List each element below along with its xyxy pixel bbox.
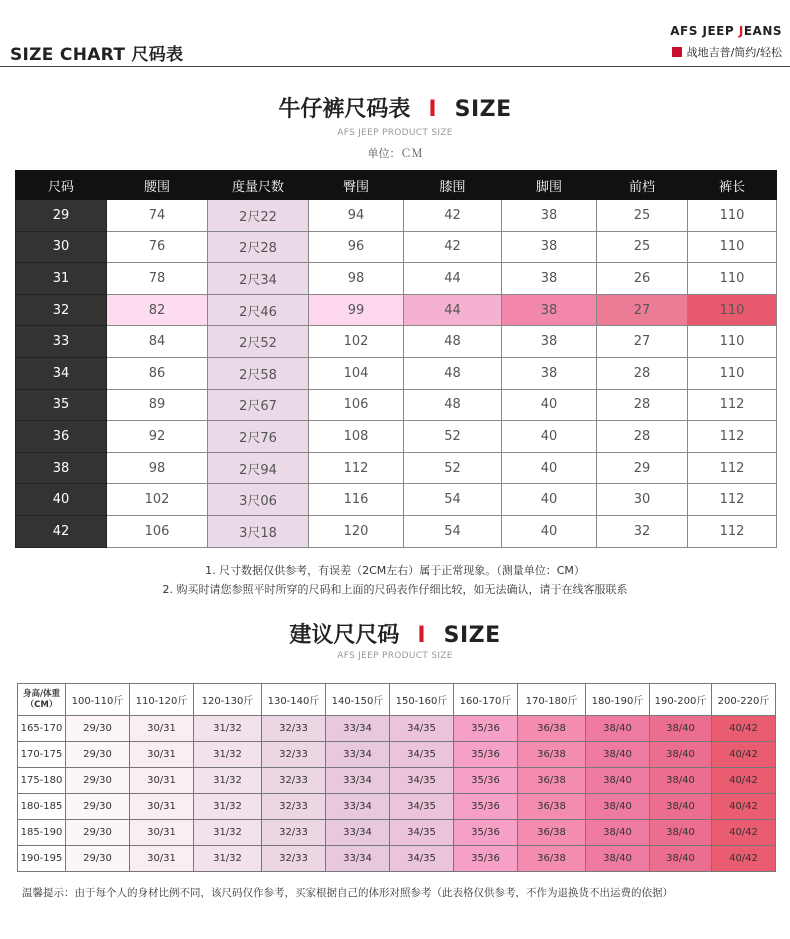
footer-tip: 温馨提示：由于每个人的身材比例不同，该尺码仅作参考，买家根据自己的体形对照参考（此表格仅供参考，不作为退换货不出运费的依据） (22, 887, 673, 899)
table-cell: 44 (404, 263, 502, 295)
section1-unit: 单位：ＣＭ (367, 147, 423, 160)
size-cell: 36/38 (518, 794, 586, 820)
table-cell: 40 (502, 515, 597, 547)
table-row (16, 231, 777, 263)
table-row (18, 768, 776, 794)
size-cell: 32/33 (262, 820, 326, 846)
size-cell: 32 (16, 294, 107, 326)
table-header-row (18, 684, 776, 716)
height-cell: 180-185 (18, 794, 66, 820)
table-row (16, 452, 777, 484)
size-cell: 40/42 (712, 742, 776, 768)
size-cell: 38/40 (650, 794, 712, 820)
size-cell: 35/36 (454, 794, 518, 820)
table-cell: 120 (309, 515, 404, 547)
corner-unit: （CM） (25, 699, 58, 710)
size-cell: 33/34 (326, 820, 390, 846)
size-cell: 35/36 (454, 716, 518, 742)
table-cell: 38 (502, 231, 597, 263)
table-cell: 26 (597, 263, 688, 295)
size-cell: 30/31 (130, 820, 194, 846)
table-cell: 38 (502, 294, 597, 326)
size-cell: 36/38 (518, 820, 586, 846)
table-cell: 54 (404, 515, 502, 547)
size-cell: 42 (16, 515, 107, 547)
size-cell: 34/35 (390, 820, 454, 846)
brand-prefix: AFS JEEP (670, 24, 739, 38)
column-header: 裤长 (688, 171, 777, 200)
note-2: 2. 购买时请您参照平时所穿的尺码和上面的尺码表作仔细比较，如无法确认，请于在线客服联系 (162, 583, 628, 596)
jeans-size-table (15, 170, 777, 548)
height-cell: 190-195 (18, 846, 66, 872)
size-cell: 38/40 (586, 794, 650, 820)
table-row (16, 421, 777, 453)
size-cell: 34 (16, 357, 107, 389)
brand-suffix: EANS (743, 24, 782, 38)
section2-heading (0, 618, 790, 649)
size-cell: 31/32 (194, 768, 262, 794)
size-cell: 38/40 (586, 846, 650, 872)
size-cell: 34/35 (390, 794, 454, 820)
table-cell: 2尺34 (208, 263, 309, 295)
table-cell: 40 (502, 484, 597, 516)
table-cell: 112 (688, 515, 777, 547)
table-cell: 28 (597, 389, 688, 421)
size-cell: 31/32 (194, 820, 262, 846)
note-1: 1. 尺寸数据仅供参考，有误差（2CM左右）属于正常现象。（测量单位：CM） (205, 564, 585, 577)
table-row (18, 742, 776, 768)
table-cell: 94 (309, 200, 404, 232)
size-cell: 38/40 (586, 716, 650, 742)
table-cell: 28 (597, 357, 688, 389)
size-cell: 32/33 (262, 768, 326, 794)
table-row (16, 200, 777, 232)
size-cell: 38/40 (586, 768, 650, 794)
table-cell: 44 (404, 294, 502, 326)
column-header: 膝围 (404, 171, 502, 200)
size-cell: 35/36 (454, 820, 518, 846)
table-row (16, 515, 777, 547)
table-cell: 98 (309, 263, 404, 295)
table-cell: 52 (404, 421, 502, 453)
table-cell: 104 (309, 357, 404, 389)
table-cell: 74 (107, 200, 208, 232)
column-header: 度量尺数 (208, 171, 309, 200)
table-cell: 32 (597, 515, 688, 547)
column-header: 前档 (597, 171, 688, 200)
size-cell: 32/33 (262, 742, 326, 768)
weight-header: 160-170斤 (454, 684, 518, 716)
size-cell: 36/38 (518, 768, 586, 794)
weight-header: 120-130斤 (194, 684, 262, 716)
size-cell: 33/34 (326, 716, 390, 742)
size-cell: 38/40 (586, 742, 650, 768)
table-cell: 2尺46 (208, 294, 309, 326)
size-cell: 29 (16, 200, 107, 232)
weight-header: 180-190斤 (586, 684, 650, 716)
size-cell: 36 (16, 421, 107, 453)
table-cell: 92 (107, 421, 208, 453)
size-cell: 38/40 (586, 820, 650, 846)
column-header: 脚围 (502, 171, 597, 200)
header-divider (0, 66, 790, 67)
size-cell: 33/34 (326, 742, 390, 768)
size-cell: 30 (16, 231, 107, 263)
table-cell: 48 (404, 326, 502, 358)
size-cell: 35 (16, 389, 107, 421)
table-cell: 28 (597, 421, 688, 453)
size-cell: 40/42 (712, 768, 776, 794)
corner-header (18, 684, 66, 716)
size-cell: 32/33 (262, 846, 326, 872)
table-cell: 112 (688, 452, 777, 484)
weight-header: 100-110斤 (66, 684, 130, 716)
table-row (18, 716, 776, 742)
table-cell: 42 (404, 231, 502, 263)
table-row (18, 846, 776, 872)
table-cell: 84 (107, 326, 208, 358)
table-cell: 25 (597, 231, 688, 263)
weight-header: 130-140斤 (262, 684, 326, 716)
weight-header: 150-160斤 (390, 684, 454, 716)
size-cell: 36/38 (518, 716, 586, 742)
table-cell: 2尺58 (208, 357, 309, 389)
section1-divider: I (428, 97, 437, 122)
size-cell: 38/40 (650, 820, 712, 846)
size-cell: 31/32 (194, 716, 262, 742)
table-cell: 106 (309, 389, 404, 421)
table-row (16, 389, 777, 421)
size-cell: 40/42 (712, 716, 776, 742)
height-cell: 185-190 (18, 820, 66, 846)
size-cell: 35/36 (454, 742, 518, 768)
tagline-text: 战地吉普/简约/轻松 (686, 46, 782, 59)
size-cell: 38/40 (650, 716, 712, 742)
size-cell: 38/40 (650, 768, 712, 794)
table-row (18, 794, 776, 820)
size-cell: 31/32 (194, 846, 262, 872)
height-cell: 165-170 (18, 716, 66, 742)
size-cell: 32/33 (262, 794, 326, 820)
table-cell: 86 (107, 357, 208, 389)
size-cell: 30/31 (130, 794, 194, 820)
table-cell: 110 (688, 231, 777, 263)
size-cell: 36/38 (518, 846, 586, 872)
page-title: SIZE CHART 尺码表 (10, 45, 184, 65)
table-header-row (16, 171, 777, 200)
size-cell: 33/34 (326, 794, 390, 820)
column-header: 臀围 (309, 171, 404, 200)
size-cell: 29/30 (66, 846, 130, 872)
size-cell: 30/31 (130, 716, 194, 742)
table-cell: 2尺52 (208, 326, 309, 358)
size-cell: 29/30 (66, 716, 130, 742)
table-cell: 116 (309, 484, 404, 516)
table-cell: 112 (688, 389, 777, 421)
table-cell: 25 (597, 200, 688, 232)
table-cell: 110 (688, 263, 777, 295)
table-cell: 102 (107, 484, 208, 516)
table-cell: 38 (502, 263, 597, 295)
table-cell: 52 (404, 452, 502, 484)
size-cell: 29/30 (66, 794, 130, 820)
table-cell: 110 (688, 326, 777, 358)
size-cell: 38/40 (650, 742, 712, 768)
corner-label: 身高/体重 (22, 688, 61, 699)
size-cell: 40/42 (712, 820, 776, 846)
size-cell: 35/36 (454, 846, 518, 872)
size-cell: 30/31 (130, 742, 194, 768)
table-cell: 89 (107, 389, 208, 421)
size-cell: 40 (16, 484, 107, 516)
table-cell: 78 (107, 263, 208, 295)
table-cell: 102 (309, 326, 404, 358)
size-cell: 29/30 (66, 742, 130, 768)
table-row (16, 484, 777, 516)
size-cell: 40/42 (712, 794, 776, 820)
size-cell: 35/36 (454, 768, 518, 794)
size-cell: 30/31 (130, 846, 194, 872)
size-cell: 33/34 (326, 768, 390, 794)
table-cell: 110 (688, 294, 777, 326)
table-cell: 38 (502, 357, 597, 389)
weight-header: 190-200斤 (650, 684, 712, 716)
table-cell: 48 (404, 357, 502, 389)
table-row (16, 294, 777, 326)
section2-title-cn: 建议尺尺码 (289, 623, 400, 648)
table-cell: 108 (309, 421, 404, 453)
table-cell: 110 (688, 200, 777, 232)
table-row (18, 820, 776, 846)
table-cell: 40 (502, 389, 597, 421)
table-cell: 40 (502, 421, 597, 453)
table-cell: 2尺94 (208, 452, 309, 484)
table-cell: 40 (502, 452, 597, 484)
table-cell: 29 (597, 452, 688, 484)
weight-header: 200-220斤 (712, 684, 776, 716)
table-cell: 112 (309, 452, 404, 484)
size-cell: 38/40 (650, 846, 712, 872)
size-cell: 38 (16, 452, 107, 484)
table-cell: 30 (597, 484, 688, 516)
size-cell: 31 (16, 263, 107, 295)
brand-tagline (672, 44, 782, 60)
table-cell: 76 (107, 231, 208, 263)
size-cell: 33/34 (326, 846, 390, 872)
height-cell: 170-175 (18, 742, 66, 768)
weight-header: 170-180斤 (518, 684, 586, 716)
table-cell: 3尺18 (208, 515, 309, 547)
brand-logo (670, 24, 782, 38)
table-cell: 112 (688, 484, 777, 516)
table-cell: 27 (597, 326, 688, 358)
size-cell: 29/30 (66, 820, 130, 846)
table-cell: 98 (107, 452, 208, 484)
table-cell: 2尺22 (208, 200, 309, 232)
size-cell: 33 (16, 326, 107, 358)
section1-title-en: SIZE (454, 97, 512, 122)
section1-heading (0, 92, 790, 123)
section1-subtitle: AFS JEEP PRODUCT SIZE (337, 128, 453, 138)
size-cell: 34/35 (390, 768, 454, 794)
size-cell: 31/32 (194, 794, 262, 820)
size-cell: 30/31 (130, 768, 194, 794)
table-cell: 38 (502, 200, 597, 232)
table-row (16, 357, 777, 389)
table-cell: 82 (107, 294, 208, 326)
size-cell: 31/32 (194, 742, 262, 768)
size-cell: 34/35 (390, 716, 454, 742)
section2-divider: I (417, 623, 426, 648)
size-cell: 34/35 (390, 742, 454, 768)
table-cell: 48 (404, 389, 502, 421)
table-cell: 110 (688, 357, 777, 389)
table-cell: 2尺67 (208, 389, 309, 421)
table-cell: 38 (502, 326, 597, 358)
section1-title-cn: 牛仔裤尺码表 (278, 97, 411, 122)
column-header: 尺码 (16, 171, 107, 200)
size-cell: 40/42 (712, 846, 776, 872)
section2-title-en: SIZE (443, 623, 501, 648)
table-row (16, 263, 777, 295)
table-cell: 3尺06 (208, 484, 309, 516)
table-cell: 96 (309, 231, 404, 263)
section2-subtitle: AFS JEEP PRODUCT SIZE (337, 651, 453, 661)
size-cell: 36/38 (518, 742, 586, 768)
table-cell: 54 (404, 484, 502, 516)
brand-accent: J (738, 24, 744, 38)
height-cell: 175-180 (18, 768, 66, 794)
size-cell: 29/30 (66, 768, 130, 794)
table-cell: 2尺76 (208, 421, 309, 453)
weight-header: 140-150斤 (326, 684, 390, 716)
table-cell: 112 (688, 421, 777, 453)
table-cell: 42 (404, 200, 502, 232)
table-cell: 106 (107, 515, 208, 547)
table-row (16, 326, 777, 358)
recommended-size-table (17, 683, 776, 872)
size-notes (0, 561, 790, 599)
table-cell: 99 (309, 294, 404, 326)
column-header: 腰围 (107, 171, 208, 200)
weight-header: 110-120斤 (130, 684, 194, 716)
size-cell: 32/33 (262, 716, 326, 742)
size-cell: 34/35 (390, 846, 454, 872)
red-square-icon (672, 47, 682, 57)
table-cell: 27 (597, 294, 688, 326)
table-cell: 2尺28 (208, 231, 309, 263)
